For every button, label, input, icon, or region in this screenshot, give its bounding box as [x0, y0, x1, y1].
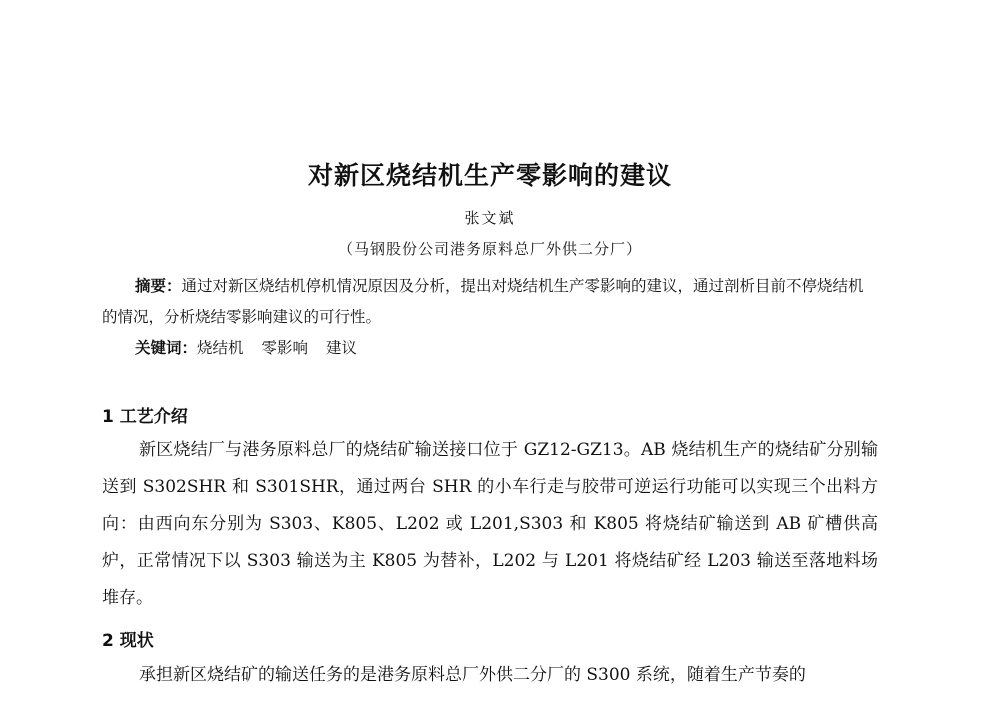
- section-paragraph: 承担新区烧结矿的输送任务的是港务原料总厂外供二分厂的 S300 系统，随着生产节奏的: [139, 665, 806, 685]
- keywords-label: 关键词：: [135, 338, 198, 357]
- abstract-text: 通过对新区烧结机停机情况原因及分析，提出对烧结机生产零影响的建议，通过剖析目前不停烧结机的情况，分析烧结零影响建议的可行性。: [102, 277, 864, 326]
- keyword-item: 零影响: [261, 339, 309, 357]
- abstract: [102, 270, 878, 333]
- author-affiliation: （马钢股份公司港务原料总厂外供二分厂）: [337, 240, 642, 258]
- keyword-item: 建议: [326, 339, 358, 357]
- keyword-item: 烧结机: [197, 339, 244, 357]
- document-title: 对新区烧结机生产零影响的建议: [307, 161, 672, 190]
- section-heading: 2 现状: [102, 631, 154, 651]
- section-paragraph: 新区烧结厂与港务原料总厂的烧结矿输送接口位于 GZ12-GZ13。AB 烧结机生产的烧结矿分别输送到 S302SHR 和 S301SHR，通过两台 SHR 的小车行走与胶带可逆运行功能可以实现三个出料方向：由西向东分别为 S303、K805、L202 或 L201,S303 和 K805 将烧结矿输送到 AB 矿槽供高炉，正常情况下以 S303 输送为主 K805 为替补，L202 与 L201 将烧结矿经 L203 输送至落地料场堆存。: [102, 440, 878, 608]
- abstract-label: 摘要：: [135, 276, 182, 295]
- author-name: 张文斌: [464, 209, 516, 227]
- keywords: [135, 336, 375, 358]
- section-heading: 1 工艺介绍: [102, 407, 188, 427]
